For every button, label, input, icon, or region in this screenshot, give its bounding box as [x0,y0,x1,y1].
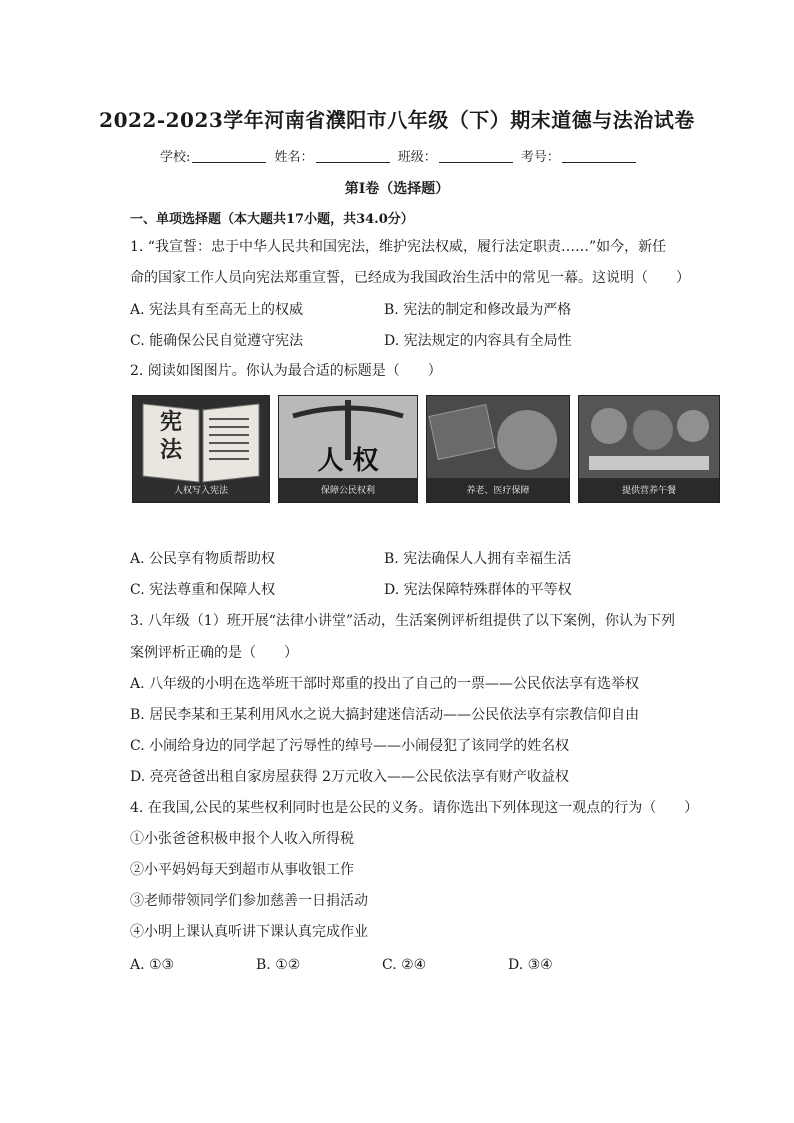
q1-option-d[interactable]: D. 宪法规定的内容具有全局性 [384,333,572,349]
q4-option-b[interactable]: B. ①② [256,957,301,973]
volume-heading: 第I卷（选择题） [344,181,450,197]
name-blank[interactable] [316,150,390,163]
q2-image1-caption: 人权写入宪法 [173,486,228,496]
q4-item-4: ④小明上课认真听讲下课认真完成作业 [130,924,368,940]
q3-option-b[interactable]: B. 居民李某和王某利用风水之说大搞封建迷信活动——公民依法享有宗教信仰自由 [130,707,640,723]
q2-image4-caption: 提供营养午餐 [621,486,676,496]
school-blank[interactable] [192,150,266,163]
q2-option-c[interactable]: C. 宪法尊重和保障人权 [130,582,276,598]
student-info-row [160,146,640,165]
q4-stem: 4. 在我国,公民的某些权利同时也是公民的义务。请你选出下列体现这一观点的行为（ ） [130,800,699,816]
q4-item-1: ①小张爸爸积极申报个人收入所得税 [130,831,354,847]
q3-stem-line2: 案例评析正确的是（ ） [130,645,298,661]
q2-image-school-lunch [578,395,720,503]
q2-option-a[interactable]: A. 公民享有物质帮助权 [130,551,276,567]
school-label: 学校: [160,150,191,165]
q2-image-scales [278,395,418,503]
q2-image2-caption: 保障公民权利 [320,486,375,496]
q2-option-d[interactable]: D. 宪法保障特殊群体的平等权 [384,582,572,598]
q3-stem-line1: 3. 八年级（1）班开展“法律小讲堂”活动，生活案例评析组提供了以下案例，你认为下列 [130,613,676,629]
q2-image3-caption: 养老、医疗保障 [466,486,530,496]
q2-image2-text: 人 权 [317,446,379,476]
q2-image-elder-card [426,395,570,503]
q2-image-strip [132,395,718,503]
exam-title: 2022-2023学年河南省濮阳市八年级（下）期末道德与法治试卷 [99,108,695,132]
exam-no-label: 考号： [520,150,560,165]
q4-option-d[interactable]: D. ③④ [508,957,553,973]
q1-option-b[interactable]: B. 宪法的制定和修改最为严格 [384,302,572,318]
name-label: 姓名： [274,150,314,165]
q1-option-a[interactable]: A. 宪法具有至高无上的权威 [130,302,304,318]
q4-option-c[interactable]: C. ②④ [382,957,427,973]
q2-image1-text: 宪 法 [159,409,182,463]
q1-stem-line2: 命的国家工作人员向宪法郑重宣誓，已经成为我国政治生活中的常见一幕。这说明（ ） [130,270,690,286]
q1-stem-line1: 1. “我宣誓：忠于中华人民共和国宪法，维护宪法权威，履行法定职责……”如今，新任 [130,239,667,255]
q2-option-b[interactable]: B. 宪法确保人人拥有幸福生活 [384,551,572,567]
exam-no-blank[interactable] [562,150,636,163]
q3-option-c[interactable]: C. 小闹给身边的同学起了污辱性的绰号——小闹侵犯了该同学的姓名权 [130,738,570,754]
q4-option-a[interactable]: A. ①③ [130,957,175,973]
q1-option-c[interactable]: C. 能确保公民自觉遵守宪法 [130,333,304,349]
q3-option-d[interactable]: D. 亮亮爸爸出租自家房屋获得 2万元收入——公民依法享有财产收益权 [130,769,569,785]
q4-item-3: ③老师带领同学们参加慈善一日捐活动 [130,893,368,909]
class-label: 班级： [397,150,437,165]
q3-option-a[interactable]: A. 八年级的小明在选举班干部时郑重的投出了自己的一票——公民依法享有选举权 [130,676,640,692]
q4-item-2: ②小平妈妈每天到超市从事收银工作 [130,862,354,878]
section-heading: 一、单项选择题（本大题共17小题，共34.0分） [130,212,414,227]
class-blank[interactable] [439,150,513,163]
q2-image-constitution-book [132,395,270,503]
q2-stem: 2. 阅读如图图片。你认为最合适的标题是（ ） [130,363,442,379]
